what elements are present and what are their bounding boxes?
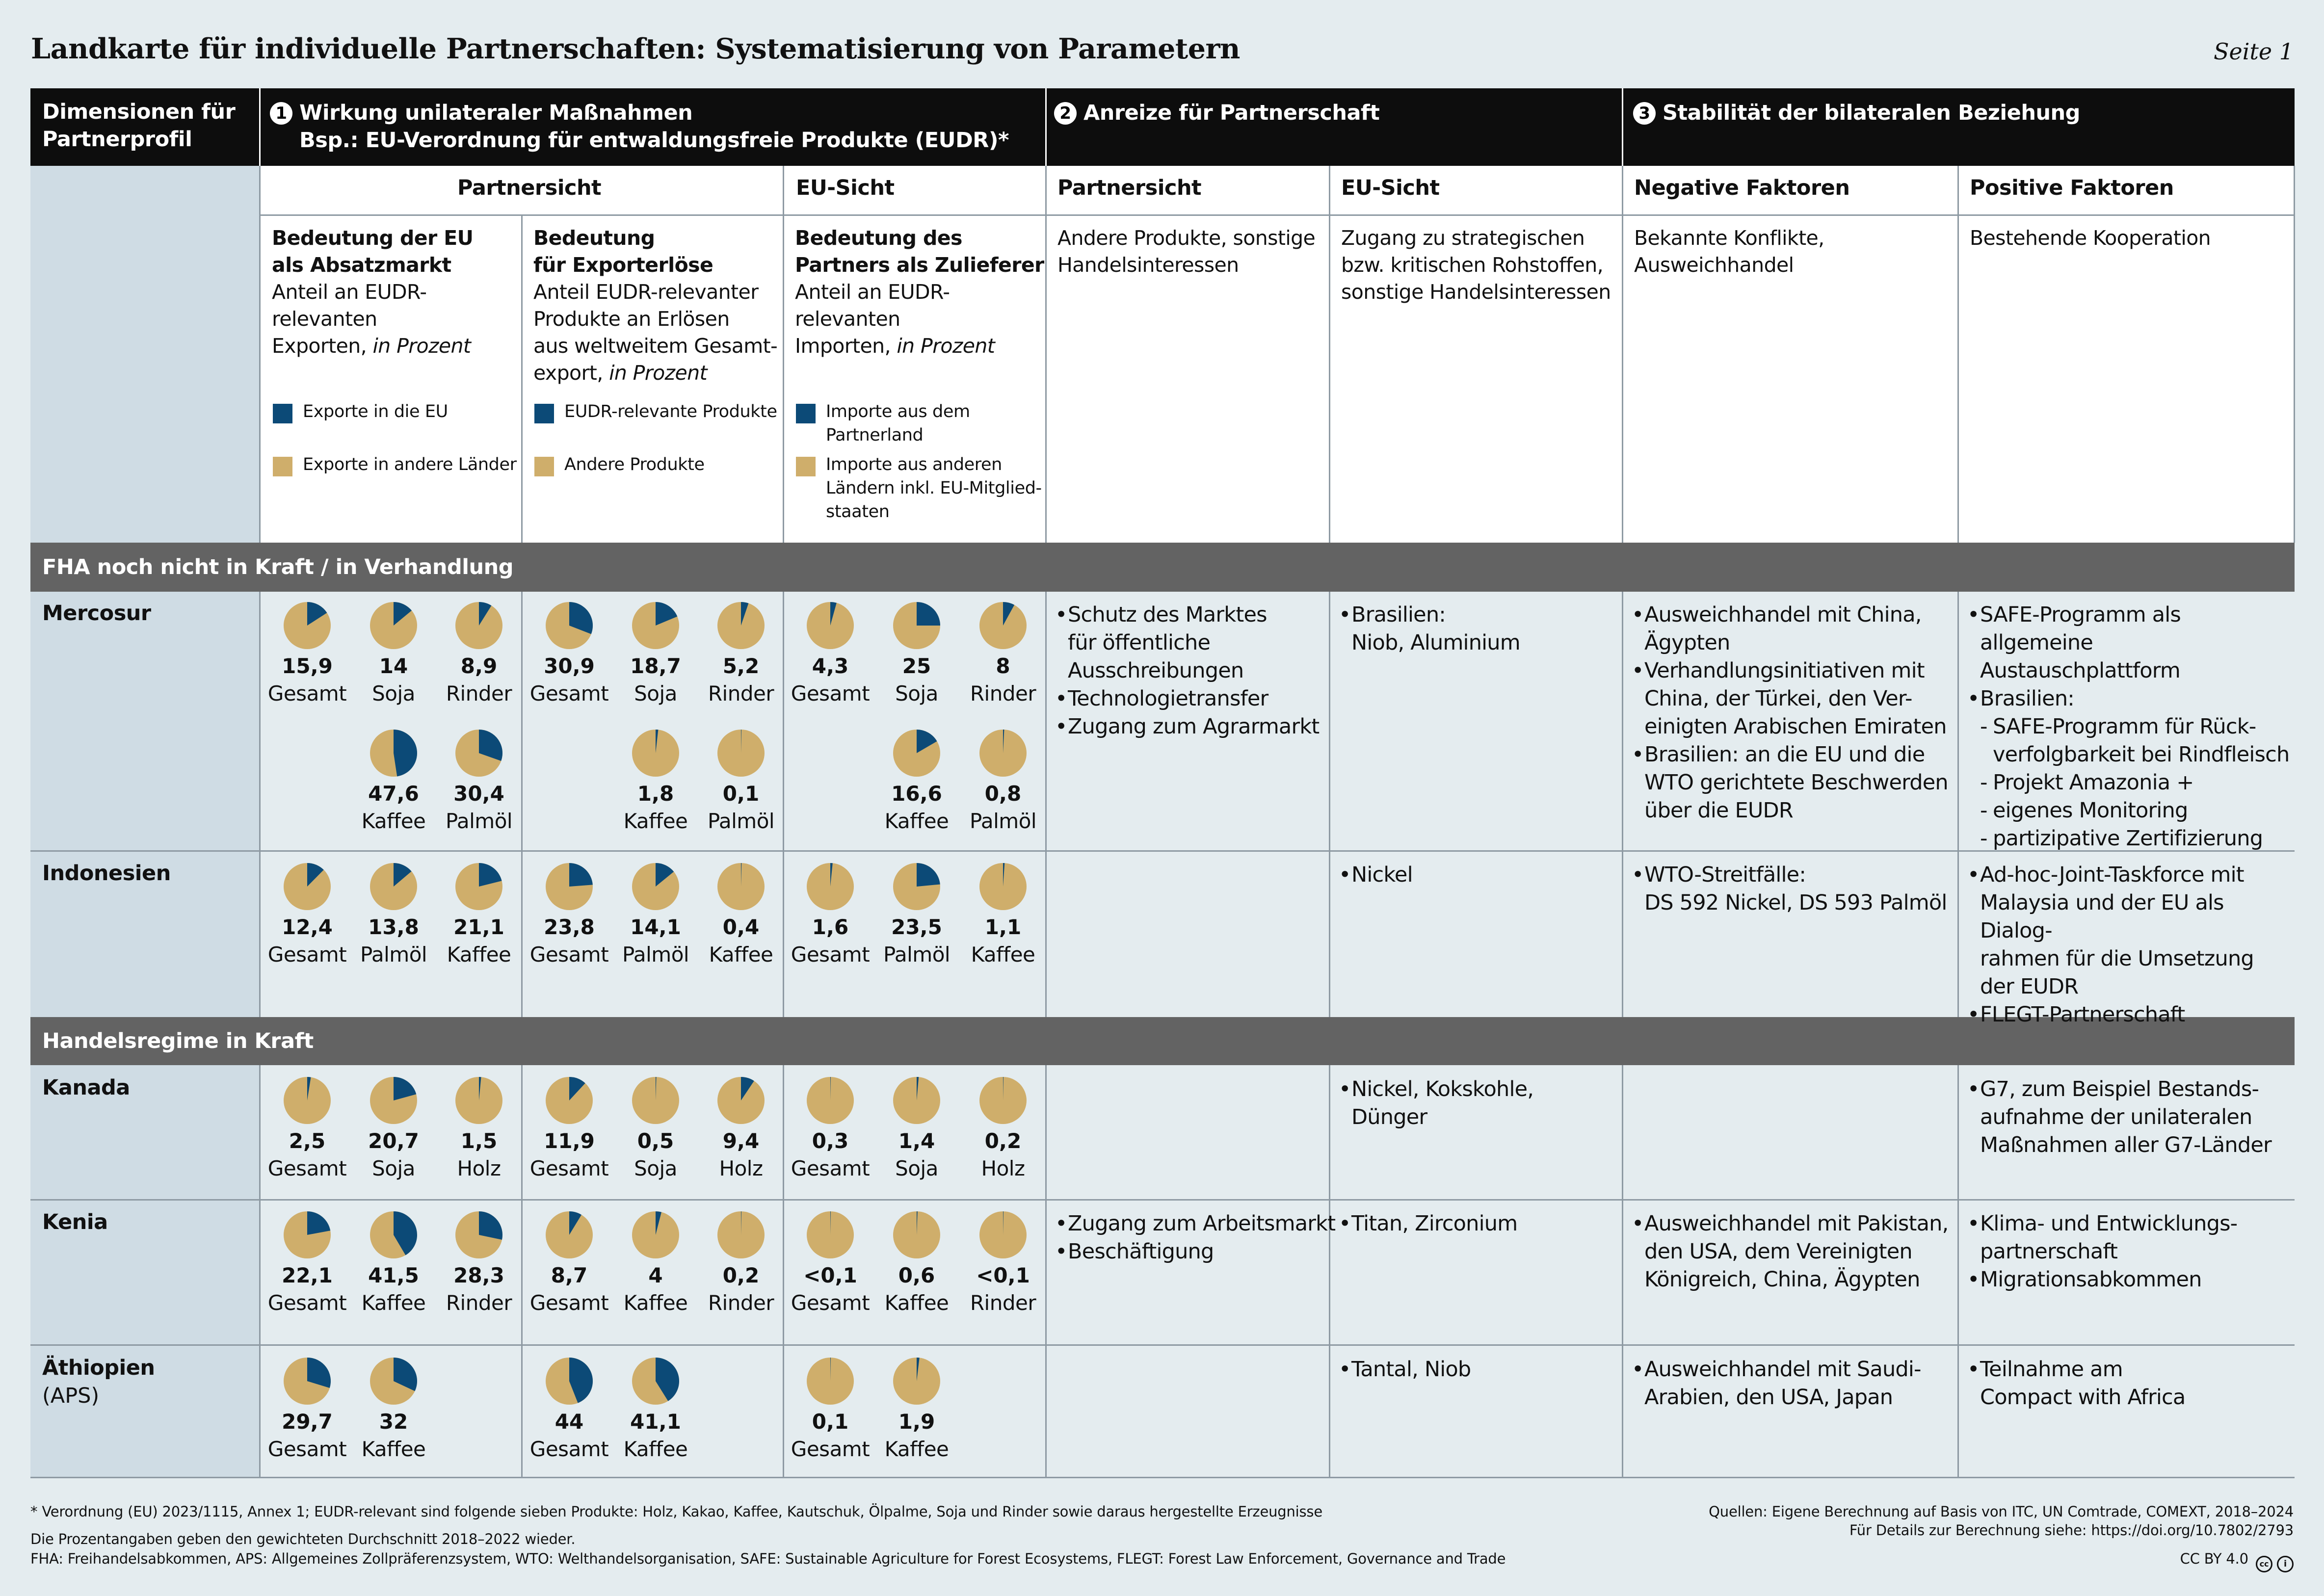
list-text: Ausschreibungen <box>1068 658 1244 683</box>
desc-line: Anteil an EUDR-relevanten <box>272 280 427 331</box>
list-text: Brasilien: an die EU und die <box>1644 742 1925 767</box>
pie-category-label: Palmöl <box>360 942 427 967</box>
legend-line: Importe aus dem <box>826 402 970 421</box>
pie-chart-äthiopien-3-gesamt <box>806 1357 855 1406</box>
desc-line: aus weltweitem Gesamt- <box>533 334 778 358</box>
pie-category-label: Palmöl <box>707 809 775 833</box>
list-text: Malaysia und der EU als Dialog- <box>1980 890 2224 943</box>
pie-category-label: Gesamt <box>529 1437 609 1461</box>
pie-chart-indonesien-3-palmöl <box>892 862 941 911</box>
pie-value-label: 22,1 <box>282 1263 333 1287</box>
pie-chart-äthiopien-1-kaffee <box>369 1357 418 1406</box>
pie-chart-kanada-3-soja <box>892 1076 941 1125</box>
legend-exporte-andere: Exporte in andere Länder <box>303 455 517 474</box>
pie-category-label: Soja <box>895 681 938 706</box>
pie-chart-kenia-1-rinder <box>454 1210 503 1259</box>
list-text: Ägypten <box>1644 630 1730 655</box>
pie-chart-kenia-3-kaffee <box>892 1210 941 1259</box>
desc-bold: Partners als Zulieferer <box>795 253 1044 277</box>
pie-chart-äthiopien-2-kaffee <box>631 1357 680 1406</box>
pie-value-label: 0,2 <box>984 1129 1022 1153</box>
pie-category-label: Kaffee <box>884 1437 949 1461</box>
list-text: SAFE-Programm als allgemeine <box>1980 602 2181 655</box>
list-text: Titan, Zirconium <box>1351 1211 1518 1236</box>
subheader-partnersicht-2: Partnersicht <box>1057 176 1202 200</box>
pie-chart-mercosur-1-soja <box>369 601 418 650</box>
pie-value-label: 30,9 <box>544 654 595 678</box>
list-text: Zugang zum Arbeitsmarkt <box>1068 1211 1336 1236</box>
list-text: Compact with Africa <box>1980 1385 2186 1410</box>
pie-chart-mercosur-1-gesamt <box>283 601 332 650</box>
pie-chart-mercosur-3-palmöl <box>978 729 1028 778</box>
list-text: partnerschaft <box>1980 1239 2118 1264</box>
pie-chart-indonesien-1-palmöl <box>369 862 418 911</box>
pie-category-label: Palmöl <box>883 942 951 967</box>
pie-category-label: Gesamt <box>791 1291 870 1315</box>
pie-chart-kanada-1-gesamt <box>283 1076 332 1125</box>
desc-italic: in Prozent <box>897 334 995 358</box>
subheader-eusicht-1: EU-Sicht <box>796 176 895 200</box>
pie-value-label: <0,1 <box>976 1263 1030 1287</box>
header-dimensions-line2: Partnerprofil <box>42 127 192 152</box>
list-text: Klima- und Entwicklungs- <box>1980 1211 2238 1236</box>
pie-slice-share <box>394 730 417 776</box>
list-text: WTO gerichtete Beschwerden <box>1644 770 1948 795</box>
row-label-indonesien: Indonesien <box>42 861 171 886</box>
pie-chart-indonesien-2-kaffee <box>716 862 766 911</box>
pie-category-label: Soja <box>372 1156 415 1180</box>
footnote-abkuerzungen: FHA: Freihandelsabkommen, APS: Allgemeines Zollpräferenzsystem, WTO: Welthandelsorganisation, SAFE: Sustainable Agriculture for Forest Ecosystems, FLEGT: Forest Law Enforcement, Governance and Trade <box>30 1550 1506 1567</box>
list-text: Brasilien: <box>1980 686 2074 711</box>
list-text: Migrationsabkommen <box>1980 1267 2202 1292</box>
pie-value-label: 1,9 <box>898 1410 935 1434</box>
desc-line: sonstige Handelsinteressen <box>1341 280 1611 304</box>
pie-category-label: Kaffee <box>884 809 949 833</box>
pie-category-label: Gesamt <box>791 1156 870 1180</box>
desc-line: Bestehende Kooperation <box>1970 226 2211 250</box>
pie-category-label: Gesamt <box>267 1437 347 1461</box>
header-col3-label: Stabilität der bilateralen Beziehung <box>1663 101 2080 125</box>
pie-value-label: 0,5 <box>637 1129 674 1153</box>
list-text: Ausweichhandel mit Pakistan, <box>1644 1211 1949 1236</box>
pie-category-label: Palmöl <box>622 942 689 967</box>
pie-category-label: Kaffee <box>884 1291 949 1315</box>
pie-category-label: Gesamt <box>529 1156 609 1180</box>
pie-chart-mercosur-2-palmöl <box>716 729 766 778</box>
header-col1-line2: Bsp.: EU-Verordnung für entwaldungsfreie Produkte (EUDR)* <box>299 128 1009 153</box>
pie-chart-mercosur-1-palmöl <box>454 729 503 778</box>
footnote-eudr: * Verordnung (EU) 2023/1115, Annex 1; EUDR-relevant sind folgende sieben Produkte: Holz, Kakao, Kaffee, Kautschuk, Ölpalme, Soja und Rinder sowie daraus hergestellte Erzeugnisse <box>30 1503 1322 1520</box>
pie-chart-mercosur-3-rinder <box>978 601 1028 650</box>
desc-bold: Bedeutung des <box>795 226 962 250</box>
subheader-eusicht-2: EU-Sicht <box>1341 176 1440 200</box>
pie-chart-indonesien-1-gesamt <box>283 862 332 911</box>
pie-value-label: 0,1 <box>722 782 760 806</box>
pie-category-label: Gesamt <box>529 681 609 706</box>
list-text: Teilnahme am <box>1980 1357 2123 1382</box>
pie-slice-share <box>569 863 593 887</box>
desc-italic: in Prozent <box>609 361 707 385</box>
pie-chart-äthiopien-2-gesamt <box>545 1357 594 1406</box>
pie-slice-share <box>479 1211 502 1240</box>
pie-chart-indonesien-2-gesamt <box>545 862 594 911</box>
number-badge-3: 3 <box>1633 102 1656 125</box>
desc-bold: für Exporterlöse <box>533 253 713 277</box>
license-badge <box>2180 1550 2294 1572</box>
pie-value-label: 18,7 <box>630 654 681 678</box>
list-text: für öffentliche <box>1068 630 1211 655</box>
list-text: Ad-hoc-Joint-Taskforce mit <box>1980 863 2244 887</box>
page-number: Seite 1 <box>2213 38 2294 65</box>
list-text: DS 592 Nickel, DS 593 Palmöl <box>1644 890 1947 915</box>
pie-value-label: 13,8 <box>368 915 419 939</box>
desc-line: Exporten, <box>272 334 373 358</box>
pie-chart-mercosur-1-rinder <box>454 601 503 650</box>
subheader-negativ: Negative Faktoren <box>1634 176 1850 200</box>
row-label-aethiopien: Äthiopien <box>42 1356 155 1380</box>
list-text: einigten Arabischen Emiraten <box>1644 714 1947 739</box>
pie-value-label: 47,6 <box>368 782 419 806</box>
pie-category-label: Rinder <box>708 681 774 706</box>
list-text: G7, zum Beispiel Bestands- <box>1980 1077 2259 1101</box>
desc-line: Importen, <box>795 334 897 358</box>
pie-chart-kenia-2-kaffee <box>631 1210 680 1259</box>
pie-value-label: 20,7 <box>368 1129 419 1153</box>
list-text: Maßnahmen aller G7-Länder <box>1980 1133 2271 1157</box>
list-text: FLEGT-Partnerschaft <box>1980 1002 2185 1027</box>
list-text: Schutz des Marktes <box>1068 602 1267 627</box>
pie-chart-kenia-2-gesamt <box>545 1210 594 1259</box>
pie-value-label: 11,9 <box>544 1129 595 1153</box>
pie-category-label: Kaffee <box>623 1291 688 1315</box>
pie-value-label: 8,7 <box>551 1263 588 1287</box>
pie-category-label: Kaffee <box>361 1437 426 1461</box>
pie-category-label: Soja <box>895 1156 938 1180</box>
desc-line: Produkte an Erlösen <box>533 307 730 331</box>
pie-category-label: Kaffee <box>361 1291 426 1315</box>
header-dimensions-line1: Dimensionen für <box>42 100 236 124</box>
pie-category-label: Palmöl <box>969 809 1037 833</box>
list-text: Brasilien: <box>1351 602 1446 627</box>
pie-value-label: <0,1 <box>803 1263 857 1287</box>
pie-value-label: 2,5 <box>289 1129 326 1153</box>
pie-category-label: Holz <box>457 1156 501 1180</box>
subheader-positiv: Positive Faktoren <box>1970 176 2174 200</box>
list-text: Zugang zum Agrarmarkt <box>1068 714 1320 739</box>
desc-bold: Bedeutung <box>533 226 655 250</box>
pie-value-label: 30,4 <box>453 782 504 806</box>
row-label-mercosur: Mercosur <box>42 601 151 626</box>
pie-value-label: 9,4 <box>722 1129 760 1153</box>
pie-chart-indonesien-1-kaffee <box>454 862 503 911</box>
pie-value-label: 14 <box>379 654 408 678</box>
row-label-kenia: Kenia <box>42 1210 108 1234</box>
pie-value-label: 16,6 <box>891 782 942 806</box>
header-col2-label: Anreize für Partnerschaft <box>1083 101 1380 125</box>
pie-category-label: Kaffee <box>361 809 426 833</box>
pie-value-label: 41,1 <box>630 1410 681 1434</box>
pie-category-label: Soja <box>634 1156 677 1180</box>
pie-value-label: 4 <box>648 1263 663 1287</box>
list-text: rahmen für die Umsetzung <box>1980 946 2254 971</box>
pie-slice-share <box>917 602 940 626</box>
pie-chart-indonesien-3-gesamt <box>806 862 855 911</box>
legend-eudr-produkte: EUDR-relevante Produkte <box>564 402 777 421</box>
pie-value-label: 0,1 <box>812 1410 849 1434</box>
pie-value-label: 0,3 <box>812 1129 849 1153</box>
row-label-kanada: Kanada <box>42 1075 130 1100</box>
pie-category-label: Rinder <box>970 681 1036 706</box>
pie-chart-kanada-1-soja <box>369 1076 418 1125</box>
list-text: Königreich, China, Ägypten <box>1644 1267 1920 1292</box>
pie-value-label: 0,2 <box>722 1263 760 1287</box>
section-band-fha: FHA noch nicht in Kraft / in Verhandlung <box>30 543 2295 592</box>
pie-chart-mercosur-2-soja <box>631 601 680 650</box>
list-text: Dünger <box>1351 1105 1427 1129</box>
row-sublabel-aethiopien: (APS) <box>42 1384 100 1408</box>
pie-category-label: Soja <box>634 681 677 706</box>
pie-chart-kenia-1-kaffee <box>369 1210 418 1259</box>
pie-category-label: Rinder <box>446 681 512 706</box>
pie-category-label: Gesamt <box>267 681 347 706</box>
license-text: CC BY 4.0 <box>2180 1550 2248 1567</box>
page-title: Landkarte für individuelle Partnerschaften: Systematisierung von Parametern <box>31 32 1240 65</box>
pie-value-label: 29,7 <box>282 1410 333 1434</box>
pie-value-label: 23,5 <box>891 915 942 939</box>
pie-category-label: Kaffee <box>623 1437 688 1461</box>
list-text: Nickel <box>1351 863 1413 887</box>
pie-value-label: 5,2 <box>722 654 760 678</box>
pie-value-label: 1,1 <box>984 915 1022 939</box>
legend-line: staaten <box>826 502 890 522</box>
pie-chart-äthiopien-3-kaffee <box>892 1357 941 1406</box>
list-text: Arabien, den USA, Japan <box>1644 1385 1893 1410</box>
list-text: Projekt Amazonia + <box>1993 770 2194 795</box>
pie-category-label: Holz <box>719 1156 763 1180</box>
pie-chart-kanada-2-holz <box>716 1076 766 1125</box>
pie-chart-mercosur-3-soja <box>892 601 941 650</box>
pie-category-label: Gesamt <box>791 1437 870 1461</box>
legend-line: Partnerland <box>826 425 924 445</box>
pie-value-label: 21,1 <box>453 915 504 939</box>
pie-category-label: Kaffee <box>709 942 773 967</box>
pie-chart-kenia-2-rinder <box>716 1210 766 1259</box>
by-icon: i <box>2277 1556 2294 1572</box>
pie-chart-mercosur-3-gesamt <box>806 601 855 650</box>
pie-chart-kanada-2-soja <box>631 1076 680 1125</box>
list-text: Niob, Aluminium <box>1351 630 1520 655</box>
pie-chart-kanada-1-holz <box>454 1076 503 1125</box>
list-text: Nickel, Kokskohle, <box>1351 1077 1534 1101</box>
pie-value-label: 0,4 <box>722 915 760 939</box>
list-text: aufnahme der unilateralen <box>1980 1105 2252 1129</box>
list-text: verfolgbarkeit bei Rindfleisch <box>1993 742 2290 767</box>
source-line: Quellen: Eigene Berechnung auf Basis von ITC, UN Comtrade, COMEXT, 2018–2024 <box>1709 1503 2294 1520</box>
desc-line: Zugang zu strategischen <box>1341 226 1585 250</box>
desc-line: bzw. kritischen Rohstoffen, <box>1341 253 1604 277</box>
pie-value-label: 14,1 <box>630 915 681 939</box>
pie-value-label: 1,4 <box>898 1129 935 1153</box>
pie-category-label: Soja <box>372 681 415 706</box>
legend-line: Ländern inkl. EU-Mitglied- <box>826 478 1042 498</box>
legend-andere-produkte: Andere Produkte <box>564 455 705 474</box>
pie-chart-mercosur-3-kaffee <box>892 729 941 778</box>
list-text: Austauschplattform <box>1980 658 2180 683</box>
list-text: WTO-Streitfälle: <box>1644 863 1806 887</box>
pie-chart-kanada-3-gesamt <box>806 1076 855 1125</box>
list-text: SAFE-Programm für Rück- <box>1993 714 2256 739</box>
pie-chart-indonesien-3-kaffee <box>978 862 1028 911</box>
pie-category-label: Gesamt <box>791 942 870 967</box>
list-text: Verhandlungsinitiativen mit <box>1644 658 1925 683</box>
pie-category-label: Rinder <box>970 1291 1036 1315</box>
pie-chart-mercosur-2-kaffee <box>631 729 680 778</box>
list-text: Ausweichhandel mit Saudi- <box>1644 1357 1921 1382</box>
pie-chart-kenia-3-gesamt <box>806 1210 855 1259</box>
pie-category-label: Palmöl <box>445 809 513 833</box>
pie-category-label: Gesamt <box>529 942 609 967</box>
pie-category-label: Kaffee <box>623 809 688 833</box>
section-band-handelsregime: Handelsregime in Kraft <box>30 1017 2295 1065</box>
legend-line: Importe aus anderen <box>826 455 1002 474</box>
pie-chart-äthiopien-1-gesamt <box>283 1357 332 1406</box>
pie-chart-kanada-3-holz <box>978 1076 1028 1125</box>
pie-value-label: 1,5 <box>460 1129 498 1153</box>
pie-chart-mercosur-2-rinder <box>716 601 766 650</box>
pie-chart-kanada-2-gesamt <box>545 1076 594 1125</box>
header-col1-line1: Wirkung unilateraler Maßnahmen <box>299 101 693 125</box>
source-doi-link[interactable]: Für Details zur Berechnung siehe: https://doi.org/10.7802/2793 <box>1849 1522 2294 1539</box>
pie-value-label: 8 <box>996 654 1010 678</box>
desc-line: Bekannte Konflikte, <box>1634 226 1824 250</box>
pie-category-label: Kaffee <box>447 942 511 967</box>
pie-charts <box>30 88 2295 1478</box>
pie-chart-mercosur-1-kaffee <box>369 729 418 778</box>
pie-value-label: 44 <box>555 1410 584 1434</box>
pie-value-label: 41,5 <box>368 1263 419 1287</box>
pie-category-label: Kaffee <box>971 942 1035 967</box>
pie-category-label: Gesamt <box>267 1156 347 1180</box>
list-text: der EUDR <box>1980 974 2079 999</box>
desc-line: export, <box>533 361 609 385</box>
desc-line: Andere Produkte, sonstige <box>1057 226 1316 250</box>
pie-category-label: Gesamt <box>267 1291 347 1315</box>
legend-exporte-eu: Exporte in die EU <box>303 402 448 421</box>
pie-chart-kenia-1-gesamt <box>283 1210 332 1259</box>
list-text: Technologietransfer <box>1068 686 1268 711</box>
pie-value-label: 8,9 <box>460 654 498 678</box>
desc-line: Handelsinteressen <box>1057 253 1239 277</box>
pie-value-label: 32 <box>379 1410 408 1434</box>
list-text: eigenes Monitoring <box>1993 798 2188 823</box>
pie-chart-kenia-3-rinder <box>978 1210 1028 1259</box>
pie-chart-indonesien-2-palmöl <box>631 862 680 911</box>
pie-value-label: 4,3 <box>812 654 849 678</box>
parameter-table <box>30 88 2295 1478</box>
subheader-partnersicht-1: Partnersicht <box>457 176 602 200</box>
number-badge-2: 2 <box>1054 102 1077 125</box>
desc-bold: als Absatzmarkt <box>272 253 451 277</box>
desc-bold: Bedeutung der EU <box>272 226 474 250</box>
footnote-prozent: Die Prozentangaben geben den gewichteten Durchschnitt 2018–2022 wieder. <box>30 1531 576 1547</box>
desc-line: Anteil EUDR-relevanter <box>533 280 759 304</box>
desc-line: Anteil an EUDR-relevanten <box>795 280 950 331</box>
list-text: partizipative Zertifizierung <box>1993 826 2263 851</box>
pie-value-label: 12,4 <box>282 915 333 939</box>
pie-value-label: 28,3 <box>453 1263 504 1287</box>
list-text: Ausweichhandel mit China, <box>1644 602 1922 627</box>
desc-line: Ausweichhandel <box>1634 253 1794 277</box>
pie-value-label: 0,6 <box>898 1263 935 1287</box>
pie-category-label: Gesamt <box>267 942 347 967</box>
pie-category-label: Gesamt <box>529 1291 609 1315</box>
list-text: den USA, dem Vereinigten <box>1644 1239 1912 1264</box>
pie-category-label: Gesamt <box>791 681 870 706</box>
pie-value-label: 25 <box>902 654 931 678</box>
pie-value-label: 1,6 <box>812 915 849 939</box>
pie-category-label: Rinder <box>446 1291 512 1315</box>
list-text: China, der Türkei, den Ver- <box>1644 686 1912 711</box>
pie-value-label: 1,8 <box>637 782 674 806</box>
list-text: Beschäftigung <box>1068 1239 1214 1264</box>
desc-italic: in Prozent <box>372 334 471 358</box>
pie-category-label: Rinder <box>708 1291 774 1315</box>
pie-value-label: 0,8 <box>984 782 1022 806</box>
list-text: über die EUDR <box>1644 798 1793 823</box>
pie-slice-share <box>917 863 940 887</box>
list-text: Tantal, Niob <box>1351 1357 1471 1382</box>
number-badge-1: 1 <box>270 102 292 125</box>
pie-value-label: 23,8 <box>544 915 595 939</box>
pie-chart-mercosur-2-gesamt <box>545 601 594 650</box>
pie-value-label: 15,9 <box>282 654 333 678</box>
pie-category-label: Holz <box>981 1156 1025 1180</box>
cc-icon: cc <box>2256 1556 2272 1572</box>
